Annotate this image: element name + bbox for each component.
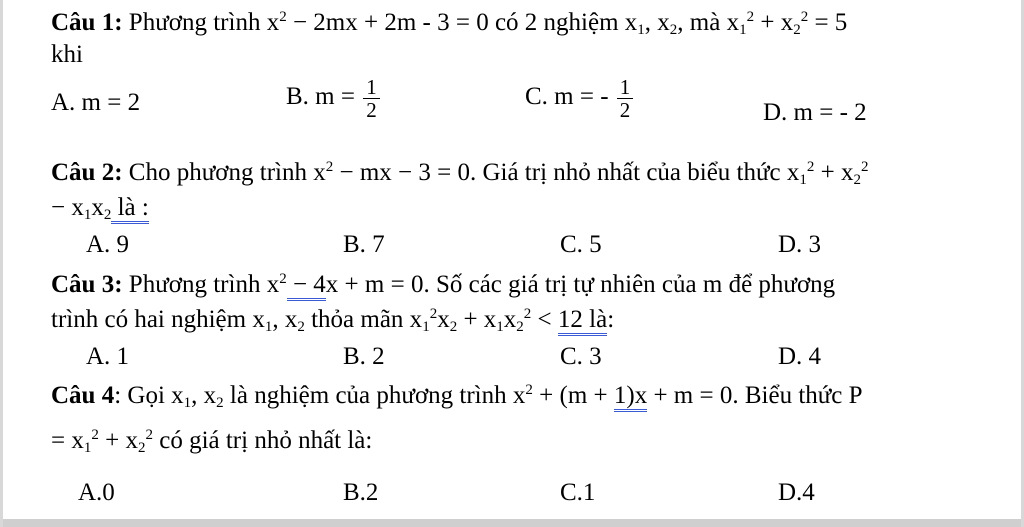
q3-option-b: B. 2 [343,343,385,370]
sup: 2 [325,159,334,175]
q2-line2-b: x [91,194,104,221]
q3-line2-d: x [437,306,450,333]
q3-text-c: x + m = 0. Số các giá trị tự nhiên của m để phương [325,271,836,298]
q1-text-f: = 5 [808,9,848,36]
sup: 2 [145,427,153,443]
question-3-line-2 [51,305,614,335]
sub: 2 [853,172,862,188]
q3-line2-c: thỏa mãn x [304,306,423,333]
q1-math: x [266,9,280,36]
sup: 2 [746,9,755,25]
q3-option-c: C. 3 [560,343,602,370]
q1-option-b [286,76,382,121]
q1-option-c-label: C. m = - [525,83,615,111]
question-2-line-1 [51,158,869,188]
question-4-label: Câu 4 [51,382,115,409]
question-2-line-2 [51,193,149,223]
sub: 2 [516,319,524,335]
sub: 1 [496,319,504,335]
q4-option-d: D.4 [778,479,815,506]
q1-option-b-label: B. m = [286,83,362,111]
q4-option-a: A.0 [78,479,115,506]
sub: 2 [103,207,112,223]
sup: 2 [91,427,99,443]
sub: 1 [83,440,92,456]
question-4-line-2 [51,426,372,456]
sub: 2 [297,319,305,335]
sup: 2 [861,159,869,175]
q1-text-b: có 2 nghiệm x [488,9,638,36]
sub: 1 [422,319,430,335]
sub: 1 [739,22,747,38]
question-3-line-1 [51,270,835,300]
q4-line2-a: = x [51,427,84,454]
q2-text-b: − mx − 3 = 0. Giá trị nhỏ nhất của biểu thức x [333,159,800,186]
q4-text-b: , x [191,382,217,409]
sub: 2 [793,22,801,38]
sup: 2 [806,159,815,175]
page-bottom-edge [3,519,1021,527]
fraction-numerator: 1 [617,76,634,99]
q4-option-c: C.1 [560,479,596,506]
q3-line2-a: trình có hai nghiệm x [51,306,265,333]
sup: 2 [429,306,438,322]
q3-text-a: Phương trình x [122,271,280,298]
sup: 2 [523,306,532,322]
sup: 2 [525,382,533,398]
question-2-label: Câu 2: [51,159,123,186]
q4-text-a: : Gọi x [114,382,184,409]
sub: 2 [216,395,224,411]
sup: 2 [800,9,809,25]
q2-option-d: D. 3 [778,231,822,258]
question-1-line-2: khi [51,41,83,68]
q2-option-b: B. 7 [343,231,385,258]
sub: 1 [83,207,92,223]
q4-text-e: + m = 0. Biểu thức P [647,382,863,409]
sub: 1 [264,319,273,335]
question-1-text: Phương trình [122,9,267,36]
fraction-numerator: 1 [363,76,380,99]
question-4-line-1 [51,381,863,411]
question-3-label: Câu 3: [51,271,123,298]
q3-line2-underlined: 12 là [558,306,607,336]
q3-option-a: A. 1 [86,343,130,370]
sup: 2 [279,271,287,287]
q4-text-c: là nghiệm của phương trình x [223,382,526,409]
q1-option-c [525,76,635,121]
q3-line2-b: , x [272,306,298,333]
q4-line2-b: + x [98,427,138,454]
question-1-line-1 [51,8,847,38]
q3-line2-e: + x [457,306,497,333]
q2-option-a: A. 9 [86,231,130,258]
q3-line2-h: : [607,306,615,333]
sup: 2 [279,9,287,25]
q2-line2-a: − x [51,194,84,221]
q2-text-a: Cho phương trình x [122,159,326,186]
q1-text-d: , mà x [677,9,740,36]
sub: 2 [449,319,458,335]
sub: 1 [637,22,645,38]
q4-line2-c: có giá trị nhỏ nhất là: [152,427,373,454]
q1-option-d: D. m = - 2 [763,99,867,126]
q1-equation: − 2mx + 2m - 3 = 0 [286,9,489,36]
q3-line2-g: < [531,306,558,333]
q4-text-d: + (m + [532,382,614,409]
question-1-label: Câu 1: [51,9,123,36]
fraction-denominator: 2 [619,98,631,122]
sub: 1 [799,172,807,188]
q2-text-c: + x [814,159,854,186]
q2-option-c: C. 5 [560,231,602,258]
q4-option-b: B.2 [343,479,379,506]
q1-option-a: A. m = 2 [51,89,141,116]
q3-text-underlined: − 4 [287,271,326,301]
q4-text-underlined-2: x [635,382,648,412]
sub: 2 [137,440,146,456]
q1-text-e: + x [754,9,794,36]
q2-line2-c: là : [111,194,149,224]
q3-line2-f: x [503,306,517,333]
sub: 2 [669,22,678,38]
fraction-half [617,76,634,121]
q1-text-c: , x [644,9,670,36]
sub: 1 [183,395,192,411]
q4-text-underlined-1: 1) [614,382,635,412]
fraction-half [363,76,380,121]
q3-option-d: D. 4 [778,343,822,370]
fraction-denominator: 2 [366,98,377,122]
